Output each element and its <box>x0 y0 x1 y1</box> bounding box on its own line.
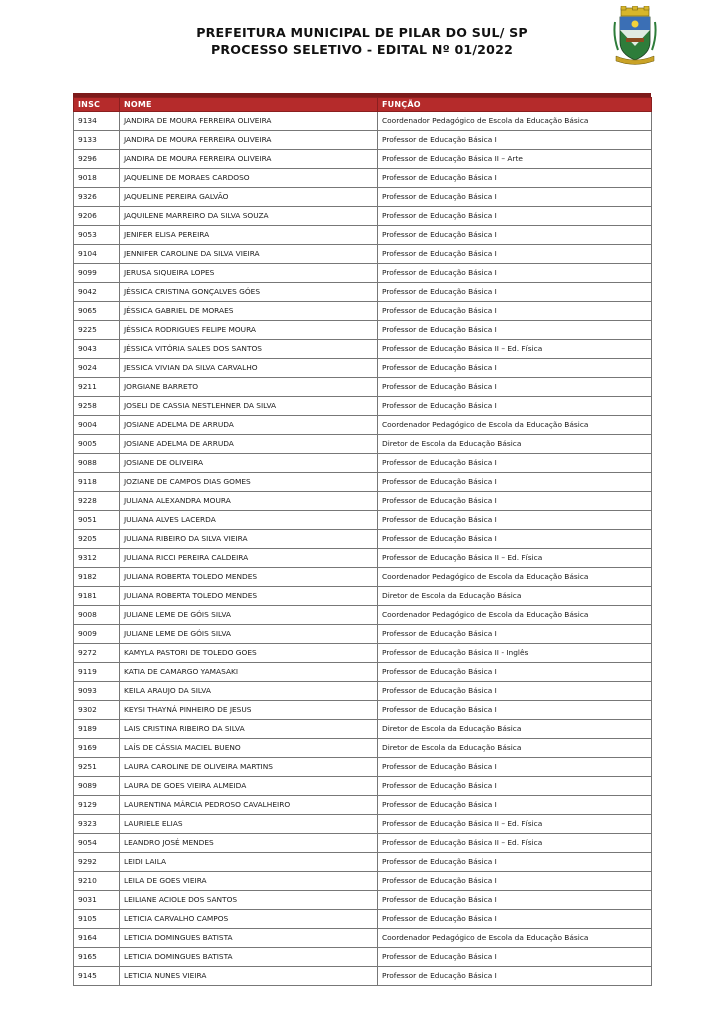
table-row <box>74 245 652 264</box>
nome-cell: KEYSI THAYNÁ PINHEIRO DE JESUS <box>120 701 378 720</box>
insc-cell: 9105 <box>74 910 120 929</box>
insc-cell: 9302 <box>74 701 120 720</box>
table-row <box>74 416 652 435</box>
insc-cell: 9053 <box>74 226 120 245</box>
nome-cell: LAURIELE ELIAS <box>120 815 378 834</box>
table-row <box>74 454 652 473</box>
table-row <box>74 511 652 530</box>
table-row <box>74 568 652 587</box>
nome-cell: JULIANA ROBERTA TOLEDO MENDES <box>120 587 378 606</box>
funcao-cell: Professor de Educação Básica I <box>378 663 652 682</box>
funcao-cell: Professor de Educação Básica I <box>378 454 652 473</box>
page-subtitle: PROCESSO SELETIVO - EDITAL Nº 01/2022 <box>210 42 514 57</box>
table-row <box>74 758 652 777</box>
table-row <box>74 967 652 986</box>
nome-cell: LAÍS DE CÁSSIA MACIEL BUENO <box>120 739 378 758</box>
funcao-cell: Professor de Educação Básica I <box>378 283 652 302</box>
funcao-cell: Coordenador Pedagógico de Escola da Educação Básica <box>378 416 652 435</box>
table-row <box>74 834 652 853</box>
funcao-cell: Professor de Educação Básica I <box>378 397 652 416</box>
insc-cell: 9089 <box>74 777 120 796</box>
table-row <box>74 720 652 739</box>
table-row <box>74 929 652 948</box>
table-row <box>74 321 652 340</box>
column-header-insc: INSC <box>74 98 120 112</box>
column-header-funcao: FUNÇÃO <box>378 98 652 112</box>
insc-cell: 9043 <box>74 340 120 359</box>
insc-cell: 9104 <box>74 245 120 264</box>
funcao-cell: Professor de Educação Básica I <box>378 359 652 378</box>
funcao-cell: Professor de Educação Básica I <box>378 853 652 872</box>
insc-cell: 9005 <box>74 435 120 454</box>
nome-cell: LAURENTINA MÁRCIA PEDROSO CAVALHEIRO <box>120 796 378 815</box>
nome-cell: JÉSSICA VITÓRIA SALES DOS SANTOS <box>120 340 378 359</box>
table-row <box>74 169 652 188</box>
insc-cell: 9133 <box>74 131 120 150</box>
table-row <box>74 606 652 625</box>
nome-cell: LETICIA CARVALHO CAMPOS <box>120 910 378 929</box>
funcao-cell: Coordenador Pedagógico de Escola da Educação Básica <box>378 568 652 587</box>
nome-cell: KEILA ARAUJO DA SILVA <box>120 682 378 701</box>
municipal-crest-icon <box>612 6 658 66</box>
insc-cell: 9042 <box>74 283 120 302</box>
table-row <box>74 815 652 834</box>
funcao-cell: Coordenador Pedagógico de Escola da Educação Básica <box>378 929 652 948</box>
candidates-table <box>73 97 652 986</box>
nome-cell: JÉSSICA GABRIEL DE MORAES <box>120 302 378 321</box>
insc-cell: 9251 <box>74 758 120 777</box>
table-row <box>74 796 652 815</box>
nome-cell: JOZIANE DE CAMPOS DIAS GOMES <box>120 473 378 492</box>
insc-cell: 9258 <box>74 397 120 416</box>
funcao-cell: Professor de Educação Básica I <box>378 188 652 207</box>
nome-cell: JENNIFER CAROLINE DA SILVA VIEIRA <box>120 245 378 264</box>
funcao-cell: Professor de Educação Básica I <box>378 245 652 264</box>
funcao-cell: Professor de Educação Básica I <box>378 910 652 929</box>
funcao-cell: Diretor de Escola da Educação Básica <box>378 435 652 454</box>
nome-cell: JOSELI DE CASSIA NESTLEHNER DA SILVA <box>120 397 378 416</box>
funcao-cell: Professor de Educação Básica I <box>378 131 652 150</box>
table-row <box>74 264 652 283</box>
nome-cell: JÉSSICA CRISTINA GONÇALVES GÓES <box>120 283 378 302</box>
funcao-cell: Coordenador Pedagógico de Escola da Educação Básica <box>378 112 652 131</box>
funcao-cell: Professor de Educação Básica I <box>378 530 652 549</box>
funcao-cell: Professor de Educação Básica I <box>378 682 652 701</box>
nome-cell: LAURA DE GOES VIEIRA ALMEIDA <box>120 777 378 796</box>
insc-cell: 9292 <box>74 853 120 872</box>
nome-cell: JANDIRA DE MOURA FERREIRA OLIVEIRA <box>120 112 378 131</box>
insc-cell: 9088 <box>74 454 120 473</box>
insc-cell: 9004 <box>74 416 120 435</box>
funcao-cell: Professor de Educação Básica I <box>378 169 652 188</box>
insc-cell: 9118 <box>74 473 120 492</box>
insc-cell: 9272 <box>74 644 120 663</box>
insc-cell: 9054 <box>74 834 120 853</box>
funcao-cell: Professor de Educação Básica II – Ed. Física <box>378 549 652 568</box>
insc-cell: 9119 <box>74 663 120 682</box>
nome-cell: LETICIA NUNES VIEIRA <box>120 967 378 986</box>
nome-cell: JULIANA ALEXANDRA MOURA <box>120 492 378 511</box>
table-row <box>74 853 652 872</box>
insc-cell: 9165 <box>74 948 120 967</box>
funcao-cell: Professor de Educação Básica II – Ed. Física <box>378 340 652 359</box>
table-row <box>74 682 652 701</box>
nome-cell: JANDIRA DE MOURA FERREIRA OLIVEIRA <box>120 150 378 169</box>
insc-cell: 9210 <box>74 872 120 891</box>
insc-cell: 9018 <box>74 169 120 188</box>
table-row <box>74 112 652 131</box>
nome-cell: JAQUELINE PEREIRA GALVÃO <box>120 188 378 207</box>
insc-cell: 9181 <box>74 587 120 606</box>
table-row <box>74 359 652 378</box>
funcao-cell: Professor de Educação Básica II – Ed. Física <box>378 834 652 853</box>
table-row <box>74 150 652 169</box>
insc-cell: 9129 <box>74 796 120 815</box>
funcao-cell: Coordenador Pedagógico de Escola da Educação Básica <box>378 606 652 625</box>
insc-cell: 9008 <box>74 606 120 625</box>
table-row <box>74 302 652 321</box>
nome-cell: JULIANE LEME DE GÓIS SILVA <box>120 606 378 625</box>
funcao-cell: Professor de Educação Básica I <box>378 758 652 777</box>
nome-cell: JAQUELINE DE MORAES CARDOSO <box>120 169 378 188</box>
nome-cell: LEIDI LAILA <box>120 853 378 872</box>
nome-cell: JÉSSICA RODRIGUES FELIPE MOURA <box>120 321 378 340</box>
funcao-cell: Diretor de Escola da Educação Básica <box>378 739 652 758</box>
insc-cell: 9182 <box>74 568 120 587</box>
insc-cell: 9206 <box>74 207 120 226</box>
table-row <box>74 872 652 891</box>
funcao-cell: Professor de Educação Básica I <box>378 264 652 283</box>
nome-cell: LEILIANE ACIOLE DOS SANTOS <box>120 891 378 910</box>
nome-cell: JORGIANE BARRETO <box>120 378 378 397</box>
funcao-cell: Professor de Educação Básica I <box>378 948 652 967</box>
table-row <box>74 207 652 226</box>
table-row <box>74 283 652 302</box>
table-header-row <box>74 98 652 112</box>
nome-cell: JAQUILENE MARREIRO DA SILVA SOUZA <box>120 207 378 226</box>
table-row <box>74 891 652 910</box>
funcao-cell: Professor de Educação Básica I <box>378 226 652 245</box>
nome-cell: LETICIA DOMINGUES BATISTA <box>120 929 378 948</box>
funcao-cell: Professor de Educação Básica I <box>378 473 652 492</box>
candidates-table-container <box>73 93 651 986</box>
insc-cell: 9093 <box>74 682 120 701</box>
insc-cell: 9031 <box>74 891 120 910</box>
funcao-cell: Professor de Educação Básica I <box>378 777 652 796</box>
funcao-cell: Diretor de Escola da Educação Básica <box>378 720 652 739</box>
nome-cell: JOSIANE ADELMA DE ARRUDA <box>120 435 378 454</box>
funcao-cell: Professor de Educação Básica I <box>378 321 652 340</box>
insc-cell: 9312 <box>74 549 120 568</box>
table-row <box>74 397 652 416</box>
insc-cell: 9189 <box>74 720 120 739</box>
nome-cell: JERUSA SIQUEIRA LOPES <box>120 264 378 283</box>
funcao-cell: Professor de Educação Básica I <box>378 625 652 644</box>
table-row <box>74 663 652 682</box>
table-row <box>74 777 652 796</box>
nome-cell: JULIANE LEME DE GÓIS SILVA <box>120 625 378 644</box>
table-row <box>74 131 652 150</box>
insc-cell: 9205 <box>74 530 120 549</box>
funcao-cell: Professor de Educação Básica I <box>378 796 652 815</box>
table-row <box>74 910 652 929</box>
insc-cell: 9323 <box>74 815 120 834</box>
table-row <box>74 625 652 644</box>
page-title: PREFEITURA MUNICIPAL DE PILAR DO SUL/ SP <box>196 25 528 40</box>
table-row <box>74 226 652 245</box>
nome-cell: KAMYLA PASTORI DE TOLEDO GOES <box>120 644 378 663</box>
table-row <box>74 492 652 511</box>
nome-cell: JENIFER ELISA PEREIRA <box>120 226 378 245</box>
nome-cell: LETICIA DOMINGUES BATISTA <box>120 948 378 967</box>
nome-cell: LAIS CRISTINA RIBEIRO DA SILVA <box>120 720 378 739</box>
table-row <box>74 340 652 359</box>
nome-cell: JOSIANE DE OLIVEIRA <box>120 454 378 473</box>
nome-cell: JULIANA RIBEIRO DA SILVA VIEIRA <box>120 530 378 549</box>
insc-cell: 9228 <box>74 492 120 511</box>
table-row <box>74 188 652 207</box>
column-header-nome: NOME <box>120 98 378 112</box>
insc-cell: 9211 <box>74 378 120 397</box>
funcao-cell: Diretor de Escola da Educação Básica <box>378 587 652 606</box>
funcao-cell: Professor de Educação Básica I <box>378 302 652 321</box>
funcao-cell: Professor de Educação Básica I <box>378 701 652 720</box>
funcao-cell: Professor de Educação Básica II – Ed. Física <box>378 815 652 834</box>
insc-cell: 9099 <box>74 264 120 283</box>
table-row <box>74 549 652 568</box>
table-row <box>74 587 652 606</box>
insc-cell: 9134 <box>74 112 120 131</box>
insc-cell: 9169 <box>74 739 120 758</box>
table-row <box>74 739 652 758</box>
insc-cell: 9164 <box>74 929 120 948</box>
table-row <box>74 530 652 549</box>
funcao-cell: Professor de Educação Básica I <box>378 378 652 397</box>
nome-cell: JULIANA ALVES LACERDA <box>120 511 378 530</box>
nome-cell: LEILA DE GOES VIEIRA <box>120 872 378 891</box>
table-row <box>74 701 652 720</box>
funcao-cell: Professor de Educação Básica I <box>378 492 652 511</box>
table-row <box>74 948 652 967</box>
table-row <box>74 435 652 454</box>
funcao-cell: Professor de Educação Básica II – Arte <box>378 150 652 169</box>
nome-cell: LEANDRO JOSÉ MENDES <box>120 834 378 853</box>
insc-cell: 9225 <box>74 321 120 340</box>
nome-cell: JULIANA ROBERTA TOLEDO MENDES <box>120 568 378 587</box>
funcao-cell: Professor de Educação Básica II - Inglês <box>378 644 652 663</box>
table-row <box>74 473 652 492</box>
insc-cell: 9009 <box>74 625 120 644</box>
funcao-cell: Professor de Educação Básica I <box>378 511 652 530</box>
funcao-cell: Professor de Educação Básica I <box>378 207 652 226</box>
table-row <box>74 378 652 397</box>
insc-cell: 9296 <box>74 150 120 169</box>
funcao-cell: Professor de Educação Básica I <box>378 967 652 986</box>
insc-cell: 9326 <box>74 188 120 207</box>
nome-cell: KATIA DE CAMARGO YAMASAKI <box>120 663 378 682</box>
funcao-cell: Professor de Educação Básica I <box>378 872 652 891</box>
insc-cell: 9051 <box>74 511 120 530</box>
insc-cell: 9145 <box>74 967 120 986</box>
nome-cell: JESSICA VIVIAN DA SILVA CARVALHO <box>120 359 378 378</box>
nome-cell: JOSIANE ADELMA DE ARRUDA <box>120 416 378 435</box>
nome-cell: JANDIRA DE MOURA FERREIRA OLIVEIRA <box>120 131 378 150</box>
insc-cell: 9024 <box>74 359 120 378</box>
nome-cell: JULIANA RICCI PEREIRA CALDEIRA <box>120 549 378 568</box>
funcao-cell: Professor de Educação Básica I <box>378 891 652 910</box>
table-row <box>74 644 652 663</box>
insc-cell: 9065 <box>74 302 120 321</box>
nome-cell: LAURA CAROLINE DE OLIVEIRA MARTINS <box>120 758 378 777</box>
